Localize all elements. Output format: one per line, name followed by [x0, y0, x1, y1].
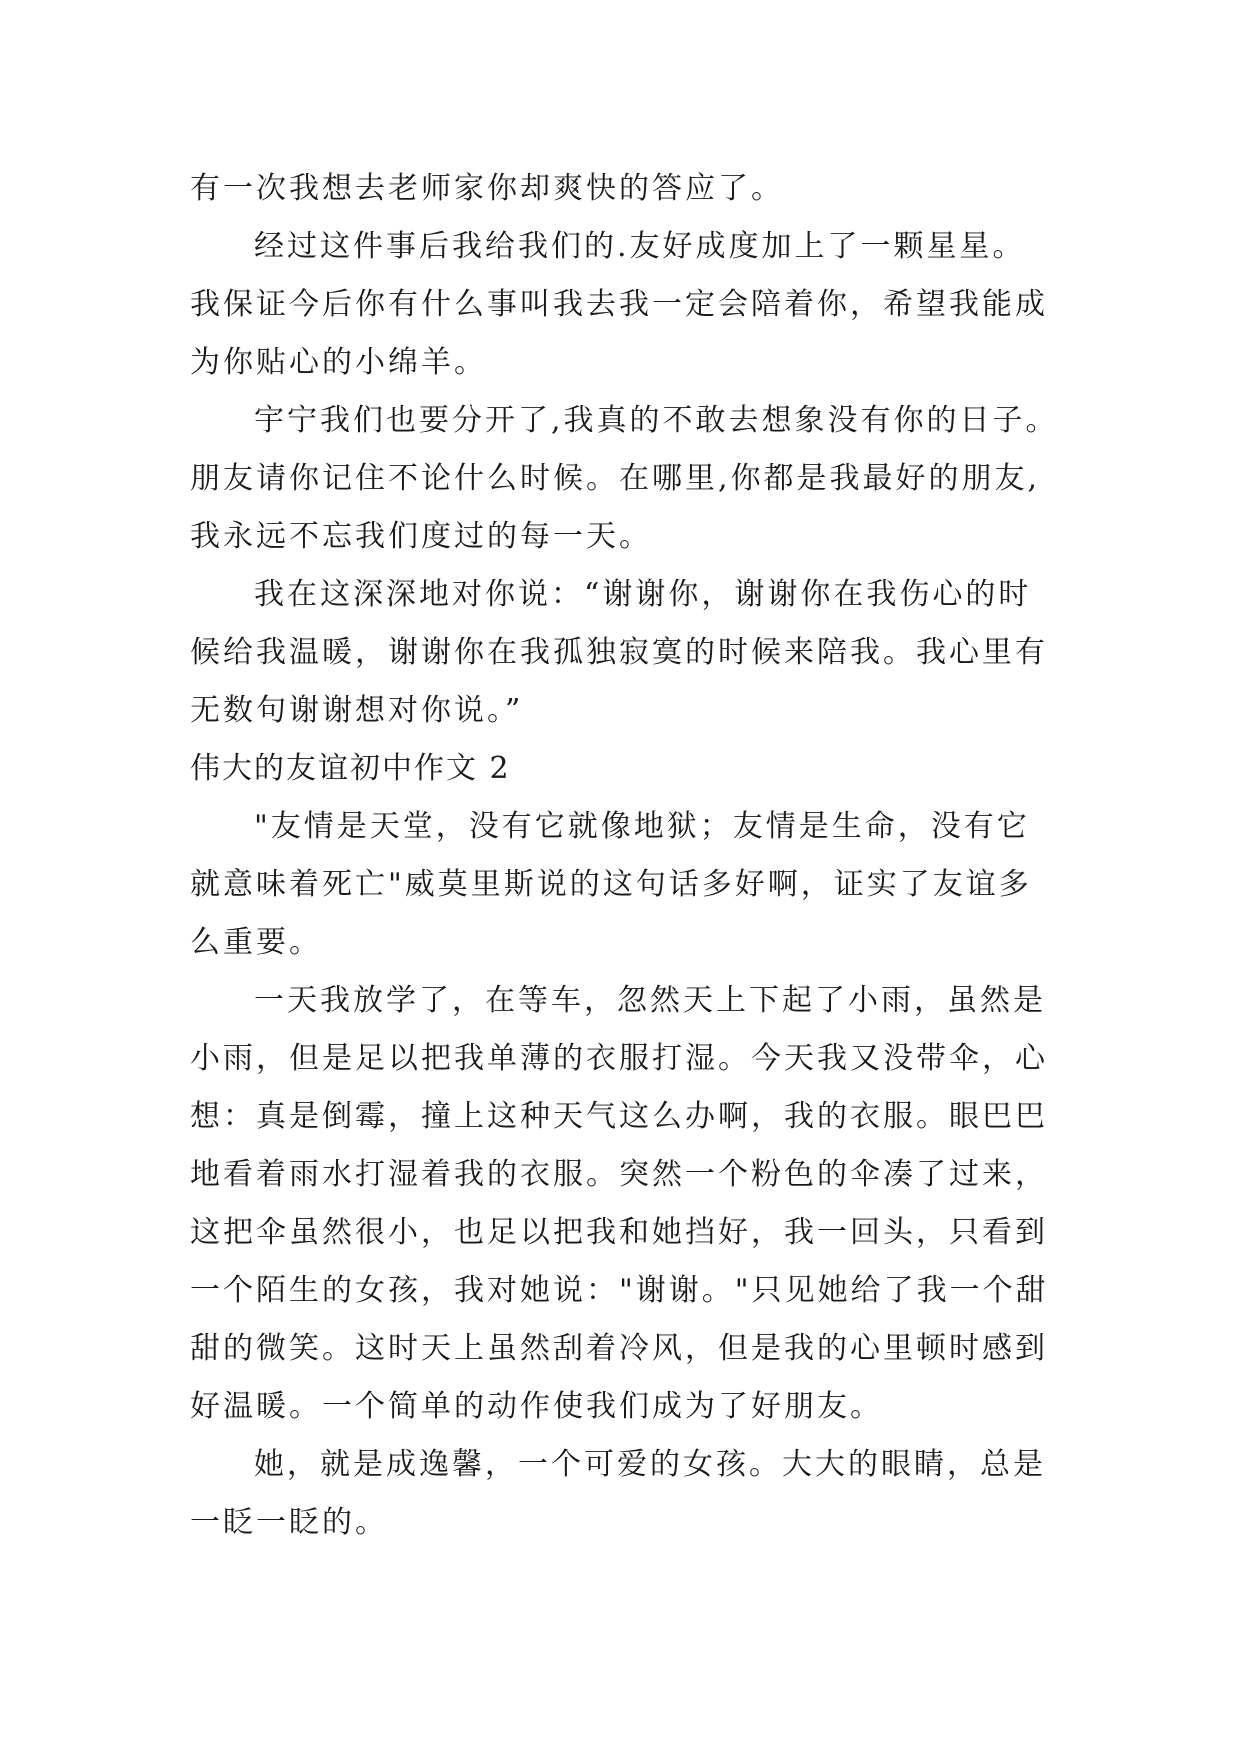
paragraph-line: 好温暖。一个简单的动作使我们成为了好朋友。: [190, 1389, 883, 1424]
paragraph-line: 无数句谢谢想对你说。”: [190, 693, 524, 728]
section-heading: 伟大的友谊初中作文 2: [190, 751, 511, 786]
paragraph-line: "友情是天堂，没有它就像地狱；友情是生命，没有它: [254, 809, 1030, 844]
paragraph-line: 地看着雨水打湿着我的衣服。突然一个粉色的伞凑了过来，: [190, 1157, 1048, 1192]
paragraph-line: 一个陌生的女孩，我对她说："谢谢。"只见她给了我一个甜: [190, 1273, 1049, 1308]
paragraph-line: 朋友请你记住不论什么时候。在哪里,你都是我最好的朋友,: [190, 461, 1041, 496]
paragraph-line: 有一次我想去老师家你却爽快的答应了。: [190, 171, 784, 206]
paragraph-line: 候给我温暖，谢谢你在我孤独寂寞的时候来陪我。我心里有: [190, 635, 1048, 670]
paragraph-line: 她，就是成逸馨，一个可爱的女孩。大大的眼睛，总是: [254, 1447, 1046, 1482]
document-body: [190, 160, 1059, 1552]
paragraph-line: 想：真是倒霉，撞上这种天气这么办啊，我的衣服。眼巴巴: [190, 1099, 1048, 1134]
paragraph-line: 宇宁我们也要分开了,我真的不敢去想象没有你的日子。: [254, 403, 1059, 438]
paragraph-line: 我在这深深地对你说：“谢谢你，谢谢你在我伤心的时: [254, 577, 1032, 612]
paragraph-line: 么重要。: [190, 925, 322, 960]
paragraph-line: 为你贴心的小绵羊。: [190, 345, 487, 380]
paragraph-line: 一眨一眨的。: [190, 1505, 388, 1540]
paragraph-line: 一天我放学了，在等车，忽然天上下起了小雨，虽然是: [254, 983, 1046, 1018]
paragraph-line: 我永远不忘我们度过的每一天。: [190, 519, 652, 554]
paragraph-line: 这把伞虽然很小，也足以把我和她挡好，我一回头，只看到: [190, 1215, 1048, 1250]
paragraph-line: 甜的微笑。这时天上虽然刮着冷风，但是我的心里顿时感到: [190, 1331, 1048, 1366]
paragraph-line: 就意味着死亡"威莫里斯说的这句话多好啊，证实了友谊多: [190, 867, 1032, 902]
paragraph-line: 经过这件事后我给我们的.友好成度加上了一颗星星。: [254, 229, 1026, 264]
paragraph-line: 小雨，但是足以把我单薄的衣服打湿。今天我又没带伞，心: [190, 1041, 1048, 1076]
paragraph-line: 我保证今后你有什么事叫我去我一定会陪着你，希望我能成: [190, 287, 1048, 322]
